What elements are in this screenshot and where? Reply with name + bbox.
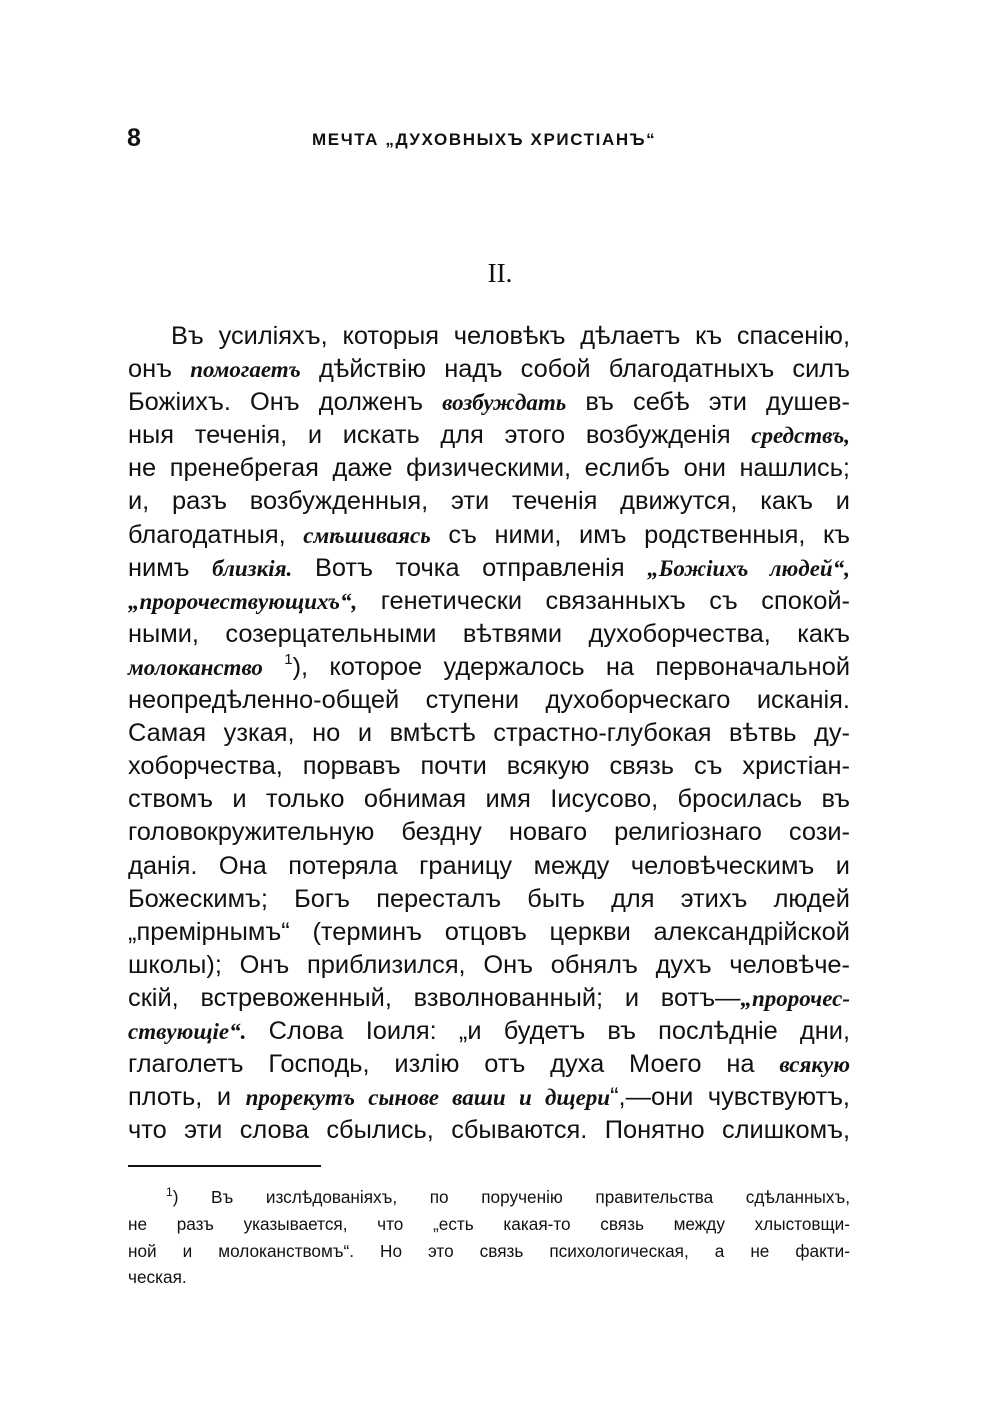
text-run: ными, созерцательными вѣтвями духоборчества, какъ (128, 619, 850, 648)
text-line (128, 916, 850, 949)
text-line (128, 452, 850, 485)
footnote-line (128, 1264, 850, 1291)
running-title: МЕЧТА „ДУХОВНЫХЪ ХРИСТІАНЪ“ (312, 130, 657, 149)
text-run: генетически связанныхъ съ спокой- (380, 586, 850, 615)
text-run: и, разъ возбужденныя, эти теченія движутся, какъ и (128, 487, 850, 516)
main-text (128, 320, 850, 1147)
italic-term: „Божіихъ людей“, (647, 555, 850, 581)
text-run: ческая. (128, 1267, 187, 1288)
text-run: Вотъ точка отправленія (314, 553, 625, 582)
text-line (128, 783, 850, 816)
text-line (128, 883, 850, 916)
page-number: 8 (127, 124, 141, 152)
italic-term: молоканство (128, 654, 263, 680)
text-line (128, 816, 850, 849)
text-run: ной и молоканствомъ“. Но это связь психологическая, а не факти- (128, 1240, 850, 1261)
footnote-marker: 1 (166, 1185, 173, 1199)
text-line (128, 750, 850, 783)
text-run: съ ними, имъ родственныя, къ (448, 520, 850, 549)
italic-term: близкія. (212, 555, 293, 581)
text-run: Божескимъ; Богъ пересталъ быть для этихъ людей (128, 884, 850, 913)
italic-term: помогаетъ (190, 357, 301, 383)
text-run: глаголетъ Господь, излію отъ духа Моего на (128, 1050, 755, 1079)
text-run: Самая узкая, но и вмѣстѣ страстно-глубокая вѣтвь ду- (128, 719, 850, 748)
text-run: неопредѣленно-общей ступени духоборческаго исканія. (128, 686, 850, 715)
text-line (128, 386, 850, 419)
text-run: не пренебрегая даже физическими, еслибъ они нашлись; (128, 454, 850, 483)
italic-term: возбуждать (442, 390, 567, 416)
text-run: школы); Онъ приблизился, Онъ обнялъ духъ человѣче- (128, 950, 850, 979)
footnote-line (128, 1238, 850, 1265)
text-line (128, 519, 850, 552)
text-line (128, 419, 850, 452)
text-run: Слова Іоиля: „и будетъ въ послѣдніе дни, (268, 1016, 850, 1045)
text-run: данія. Она потеряла границу между человѣческимъ и (128, 851, 850, 880)
italic-term: смѣшиваясь (303, 522, 431, 548)
text-line (128, 1015, 850, 1048)
footnote-rule (128, 1165, 321, 1167)
text-line (128, 949, 850, 982)
text-line (128, 982, 850, 1015)
text-line (128, 552, 850, 585)
text-run: Въ усиліяхъ, которыя человѣкъ дѣлаетъ къ спасенію, (171, 322, 850, 350)
italic-term: „пророчес- (740, 985, 850, 1011)
text-line (128, 1048, 850, 1081)
footnote (128, 1184, 850, 1291)
italic-term: прорекутъ сынове ваши и дщери (245, 1085, 611, 1111)
text-line (128, 485, 850, 518)
text-line (128, 618, 850, 651)
text-run: онъ (128, 355, 173, 384)
italic-term: ствующіе“. (128, 1018, 247, 1044)
text-run: въ себѣ эти душев- (585, 388, 850, 417)
text-run: Божіихъ. Онъ долженъ (128, 388, 423, 417)
text-run: нимъ (128, 553, 190, 582)
text-run: благодатныя, (128, 520, 286, 549)
text-run: ствомъ и только обнимая имя Іисусово, бросилась въ (128, 785, 850, 814)
text-run: хоборчества, порвавъ почти всякую связь съ христіан- (128, 752, 850, 781)
text-line (128, 320, 850, 353)
footnote-ref: 1 (284, 650, 293, 668)
text-line (128, 684, 850, 717)
text-run: ) Въ изслѣдованіяхъ, по порученію правительства сдѣланныхъ, (172, 1187, 850, 1207)
text-line (128, 717, 850, 750)
text-line (128, 353, 850, 386)
italic-term: „пророчествующихъ“, (128, 588, 358, 614)
text-line (128, 1081, 850, 1114)
footnote-line (128, 1184, 850, 1211)
text-run: скій, встревоженный, взволнованный; и вотъ— (128, 983, 741, 1012)
text-line (128, 651, 850, 684)
text-run: плоть, и (128, 1083, 232, 1112)
text-run: головокружительную бездну новаго религіознаго сози- (128, 818, 850, 847)
section-number: II. (487, 258, 513, 288)
italic-term: средствъ, (751, 423, 850, 449)
text-run: „премірнымъ“ (терминъ отцовъ церкви александрійской (128, 917, 850, 946)
text-run: дѣйствію надъ собой благодатныхъ силъ (318, 355, 850, 384)
text-line (128, 585, 850, 618)
text-run: что эти слова сбылись, сбываются. Понятно слишкомъ, (128, 1116, 850, 1145)
text-run: ныя теченія, и искать для этого возбужденія (128, 421, 731, 450)
text-run: не разъ указывается, что „есть какая-то связь между хлыстовщи- (128, 1213, 850, 1234)
text-line (128, 1114, 850, 1147)
text-run: ), которое удержалось на первоначальной (292, 652, 851, 681)
text-line (128, 850, 850, 883)
footnote-line (128, 1211, 850, 1238)
italic-term: всякую (779, 1052, 850, 1078)
text-run: “,—они чувствуютъ, (610, 1083, 850, 1112)
